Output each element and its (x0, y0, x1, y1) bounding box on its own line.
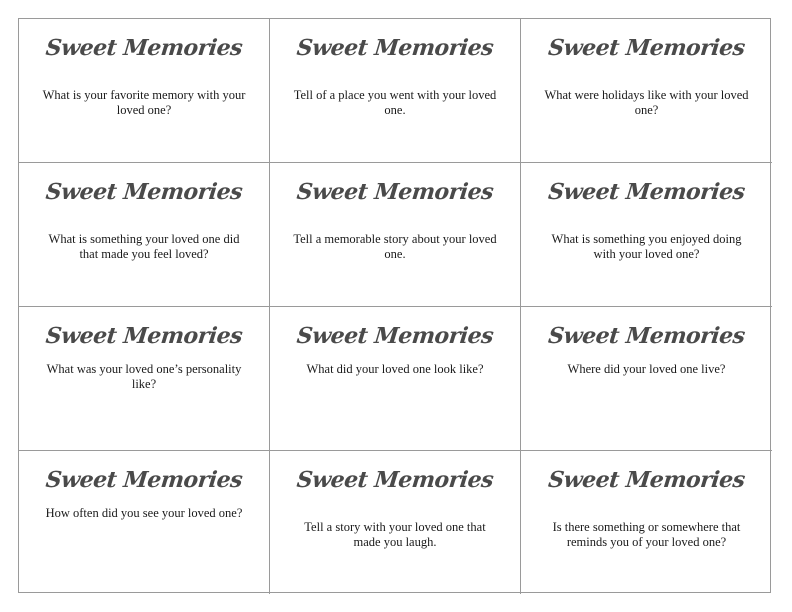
card-prompt: What is something you enjoyed doing with your loved one? (551, 232, 742, 261)
memory-card (521, 163, 772, 307)
card-prompt: Tell of a place you went with your loved one. (293, 88, 497, 117)
card-title: Sweet Memories (295, 467, 495, 493)
memory-card (521, 451, 772, 594)
memory-card (19, 451, 270, 594)
card-prompt: Is there something or somewhere that reminds you of your loved one? (552, 520, 741, 549)
card-title: Sweet Memories (44, 467, 244, 493)
memory-card (270, 307, 521, 451)
memory-card (19, 19, 270, 163)
memory-card (270, 451, 521, 594)
card-title: Sweet Memories (44, 179, 244, 205)
card-title: Sweet Memories (546, 467, 747, 493)
card-prompt: Tell a story with your loved one that made you laugh. (304, 520, 486, 549)
memory-card (521, 307, 772, 451)
card-prompt: What is something your loved one did that made you feel loved? (48, 232, 240, 261)
card-title: Sweet Memories (44, 323, 244, 349)
card-prompt: What was your loved one’s personality like? (46, 362, 242, 391)
card-title: Sweet Memories (295, 35, 495, 61)
card-prompt: What is your favorite memory with your loved one? (42, 88, 246, 117)
memory-card (270, 163, 521, 307)
card-prompt: Where did your loved one live? (567, 362, 726, 376)
card-title: Sweet Memories (295, 323, 495, 349)
card-title: Sweet Memories (546, 179, 747, 205)
card-title: Sweet Memories (546, 35, 747, 61)
memory-card (19, 163, 270, 307)
memory-card (521, 19, 772, 163)
memory-card (19, 307, 270, 451)
card-prompt: What did your loved one look like? (306, 362, 484, 376)
card-title: Sweet Memories (44, 35, 244, 61)
card-prompt: How often did you see your loved one? (45, 506, 243, 520)
memory-card (270, 19, 521, 163)
card-title: Sweet Memories (546, 323, 747, 349)
card-title: Sweet Memories (295, 179, 495, 205)
card-prompt: What were holidays like with your loved one? (544, 88, 749, 117)
card-prompt: Tell a memorable story about your loved one. (293, 232, 497, 261)
card-sheet (18, 18, 771, 593)
